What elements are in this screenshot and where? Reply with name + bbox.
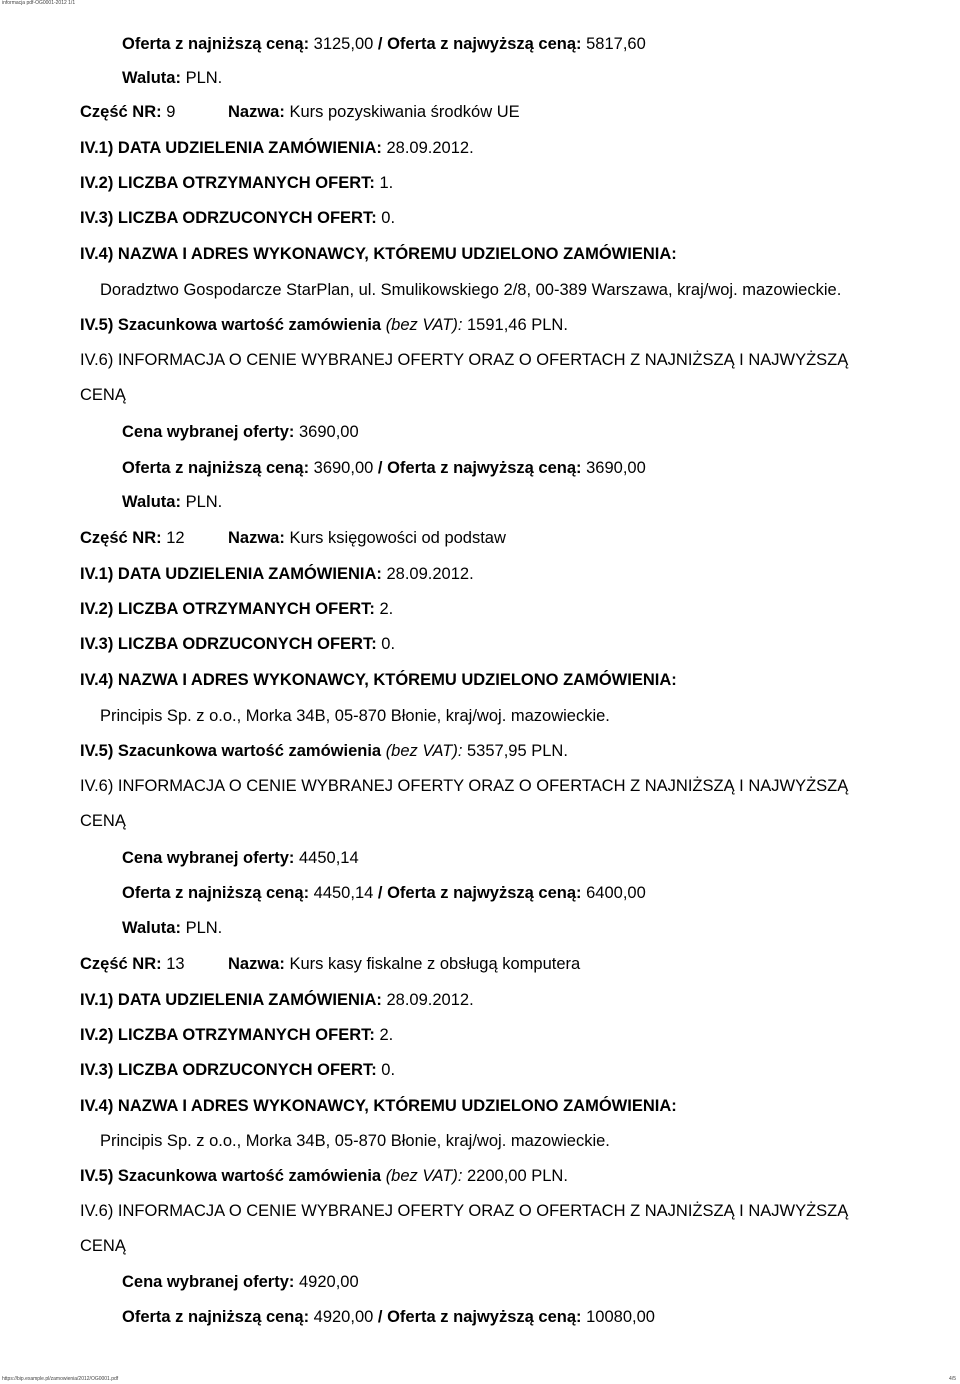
iv1-line bbox=[80, 990, 474, 1010]
iv3-label: IV.3) LICZBA ODRZUCONYCH OFERT: bbox=[80, 1061, 377, 1079]
iv2-line bbox=[80, 1025, 393, 1045]
offer-separator: / bbox=[377, 1308, 383, 1326]
part-name-label: Nazwa: bbox=[228, 955, 285, 973]
iv3-value: 0. bbox=[381, 209, 396, 227]
iv3-label: IV.3) LICZBA ODRZUCONYCH OFERT: bbox=[80, 635, 377, 653]
currency-value: PLN. bbox=[185, 69, 223, 87]
selected-price-value: 4450,14 bbox=[298, 849, 359, 867]
top-offer-range-line bbox=[122, 34, 646, 54]
cheapest-offer-value: 3125,00 bbox=[313, 35, 374, 53]
cheapest-offer-value: 4920,00 bbox=[313, 1308, 374, 1326]
iv6-heading-line2: CENĄ bbox=[80, 1237, 126, 1255]
cheapest-offer-label: Oferta z najniższą ceną: bbox=[122, 35, 310, 53]
part-name bbox=[228, 528, 506, 548]
iv2-label: IV.2) LICZBA OTRZYMANYCH OFERT: bbox=[80, 174, 375, 192]
iv1-value: 28.09.2012. bbox=[386, 139, 474, 157]
offer-range-line bbox=[122, 458, 646, 478]
offer-range-line bbox=[122, 1307, 655, 1327]
cheapest-offer-value: 3690,00 bbox=[313, 459, 374, 477]
part-name-label: Nazwa: bbox=[228, 103, 285, 121]
iv1-label: IV.1) DATA UDZIELENIA ZAMÓWIENIA: bbox=[80, 565, 382, 583]
iv5-vat-note: (bez VAT): bbox=[385, 316, 463, 334]
page-number: 4/5 bbox=[949, 1376, 956, 1382]
iv6-heading-line2: CENĄ bbox=[80, 386, 126, 404]
part-name bbox=[228, 102, 520, 122]
iv6-heading-line1: IV.6) INFORMACJA O CENIE WYBRANEJ OFERTY ORAZ O OFERTACH Z NAJNIŻSZĄ I NAJWYŻSZĄ bbox=[80, 351, 849, 369]
part-nr-value: 12 bbox=[166, 529, 185, 547]
selected-price-line bbox=[122, 848, 359, 868]
iv2-label: IV.2) LICZBA OTRZYMANYCH OFERT: bbox=[80, 1026, 375, 1044]
page-footer: https://bip.example.pl/zamowienia/2012/OG0001.pdf bbox=[2, 1376, 119, 1382]
cheapest-offer-label: Oferta z najniższą ceną: bbox=[122, 884, 310, 902]
iv3-line bbox=[80, 634, 395, 654]
offer-range-line bbox=[122, 883, 646, 903]
iv4-line bbox=[80, 1096, 677, 1116]
iv1-value: 28.09.2012. bbox=[386, 991, 474, 1009]
selected-price-line bbox=[122, 422, 359, 442]
currency-value: PLN. bbox=[185, 919, 223, 937]
iv5-vat-note: (bez VAT): bbox=[385, 1167, 463, 1185]
offer-separator: / bbox=[377, 459, 383, 477]
part-header-line bbox=[80, 954, 581, 974]
currency-line bbox=[122, 492, 222, 512]
iv5-value: 5357,95 PLN. bbox=[467, 742, 568, 760]
highest-offer-value: 3690,00 bbox=[586, 459, 646, 477]
iv3-line bbox=[80, 1060, 395, 1080]
iv5-value: 1591,46 PLN. bbox=[467, 316, 568, 334]
contractor-address: Principis Sp. z o.o., Morka 34B, 05-870 Błonie, kraj/woj. mazowieckie. bbox=[100, 707, 610, 725]
iv1-line bbox=[80, 564, 474, 584]
iv1-label: IV.1) DATA UDZIELENIA ZAMÓWIENIA: bbox=[80, 991, 382, 1009]
part-nr-value: 9 bbox=[166, 103, 176, 121]
offer-separator: / bbox=[377, 35, 383, 53]
part-nr-label: Część NR: bbox=[80, 103, 162, 121]
part-header-line bbox=[80, 102, 520, 122]
part-name-value: Kurs księgowości od podstaw bbox=[289, 529, 506, 547]
iv6-heading-line1: IV.6) INFORMACJA O CENIE WYBRANEJ OFERTY ORAZ O OFERTACH Z NAJNIŻSZĄ I NAJWYŻSZĄ bbox=[80, 1202, 849, 1220]
iv3-label: IV.3) LICZBA ODRZUCONYCH OFERT: bbox=[80, 209, 377, 227]
contractor-address: Principis Sp. z o.o., Morka 34B, 05-870 Błonie, kraj/woj. mazowieckie. bbox=[100, 1132, 610, 1150]
currency-value: PLN. bbox=[185, 493, 223, 511]
part-name-value: Kurs kasy fiskalne z obsługą komputera bbox=[289, 955, 581, 973]
iv4-line bbox=[80, 670, 677, 690]
currency-label: Waluta: bbox=[122, 919, 181, 937]
highest-offer-value: 5817,60 bbox=[586, 35, 646, 53]
iv5-vat-note: (bez VAT): bbox=[385, 742, 463, 760]
selected-price-label: Cena wybranej oferty: bbox=[122, 1273, 295, 1291]
part-name-label: Nazwa: bbox=[228, 529, 285, 547]
selected-price-value: 3690,00 bbox=[298, 423, 359, 441]
part-header-line bbox=[80, 528, 506, 548]
cheapest-offer-label: Oferta z najniższą ceną: bbox=[122, 1308, 310, 1326]
iv2-label: IV.2) LICZBA OTRZYMANYCH OFERT: bbox=[80, 600, 375, 618]
highest-offer-value: 10080,00 bbox=[586, 1308, 655, 1326]
iv5-line bbox=[80, 315, 568, 335]
highest-offer-label: Oferta z najwyższą ceną: bbox=[387, 1308, 582, 1326]
iv6-heading-line2: CENĄ bbox=[80, 812, 126, 830]
iv2-line bbox=[80, 173, 393, 193]
iv5-line bbox=[80, 1166, 568, 1186]
iv2-value: 2. bbox=[379, 1026, 394, 1044]
part-nr-label: Część NR: bbox=[80, 529, 162, 547]
part-nr-value: 13 bbox=[166, 955, 185, 973]
iv2-line bbox=[80, 599, 393, 619]
highest-offer-value: 6400,00 bbox=[586, 884, 646, 902]
selected-price-line bbox=[122, 1272, 359, 1292]
selected-price-label: Cena wybranej oferty: bbox=[122, 849, 295, 867]
currency-label: Waluta: bbox=[122, 69, 181, 87]
iv1-label: IV.1) DATA UDZIELENIA ZAMÓWIENIA: bbox=[80, 139, 382, 157]
top-currency-line bbox=[122, 68, 222, 88]
iv2-value: 1. bbox=[379, 174, 394, 192]
iv4-label: IV.4) NAZWA I ADRES WYKONAWCY, KTÓREMU UDZIELONO ZAMÓWIENIA: bbox=[80, 671, 677, 689]
page-header: informacja pdf-OG0001-2012 1/1 bbox=[2, 0, 76, 6]
iv3-value: 0. bbox=[381, 635, 396, 653]
part-nr-label: Część NR: bbox=[80, 955, 162, 973]
highest-offer-label: Oferta z najwyższą ceną: bbox=[387, 35, 582, 53]
offer-separator: / bbox=[377, 884, 383, 902]
contractor-address: Doradztwo Gospodarcze StarPlan, ul. Smulikowskiego 2/8, 00-389 Warszawa, kraj/woj. mazowieckie. bbox=[100, 281, 842, 299]
iv5-label: IV.5) Szacunkowa wartość zamówienia bbox=[80, 1167, 382, 1185]
iv5-line bbox=[80, 741, 568, 761]
cheapest-offer-value: 4450,14 bbox=[313, 884, 374, 902]
part-name-value: Kurs pozyskiwania środków UE bbox=[289, 103, 520, 121]
currency-line bbox=[122, 918, 222, 938]
iv5-label: IV.5) Szacunkowa wartość zamówienia bbox=[80, 316, 382, 334]
cheapest-offer-label: Oferta z najniższą ceną: bbox=[122, 459, 310, 477]
iv4-line bbox=[80, 244, 677, 264]
iv1-line bbox=[80, 138, 474, 158]
currency-label: Waluta: bbox=[122, 493, 181, 511]
highest-offer-label: Oferta z najwyższą ceną: bbox=[387, 459, 582, 477]
selected-price-label: Cena wybranej oferty: bbox=[122, 423, 295, 441]
highest-offer-label: Oferta z najwyższą ceną: bbox=[387, 884, 582, 902]
iv3-line bbox=[80, 208, 395, 228]
iv2-value: 2. bbox=[379, 600, 394, 618]
iv3-value: 0. bbox=[381, 1061, 396, 1079]
part-name bbox=[228, 954, 580, 974]
iv4-label: IV.4) NAZWA I ADRES WYKONAWCY, KTÓREMU UDZIELONO ZAMÓWIENIA: bbox=[80, 245, 677, 263]
iv1-value: 28.09.2012. bbox=[386, 565, 474, 583]
iv5-value: 2200,00 PLN. bbox=[467, 1167, 568, 1185]
iv5-label: IV.5) Szacunkowa wartość zamówienia bbox=[80, 742, 382, 760]
iv6-heading-line1: IV.6) INFORMACJA O CENIE WYBRANEJ OFERTY ORAZ O OFERTACH Z NAJNIŻSZĄ I NAJWYŻSZĄ bbox=[80, 777, 849, 795]
iv4-label: IV.4) NAZWA I ADRES WYKONAWCY, KTÓREMU UDZIELONO ZAMÓWIENIA: bbox=[80, 1097, 677, 1115]
selected-price-value: 4920,00 bbox=[298, 1273, 359, 1291]
